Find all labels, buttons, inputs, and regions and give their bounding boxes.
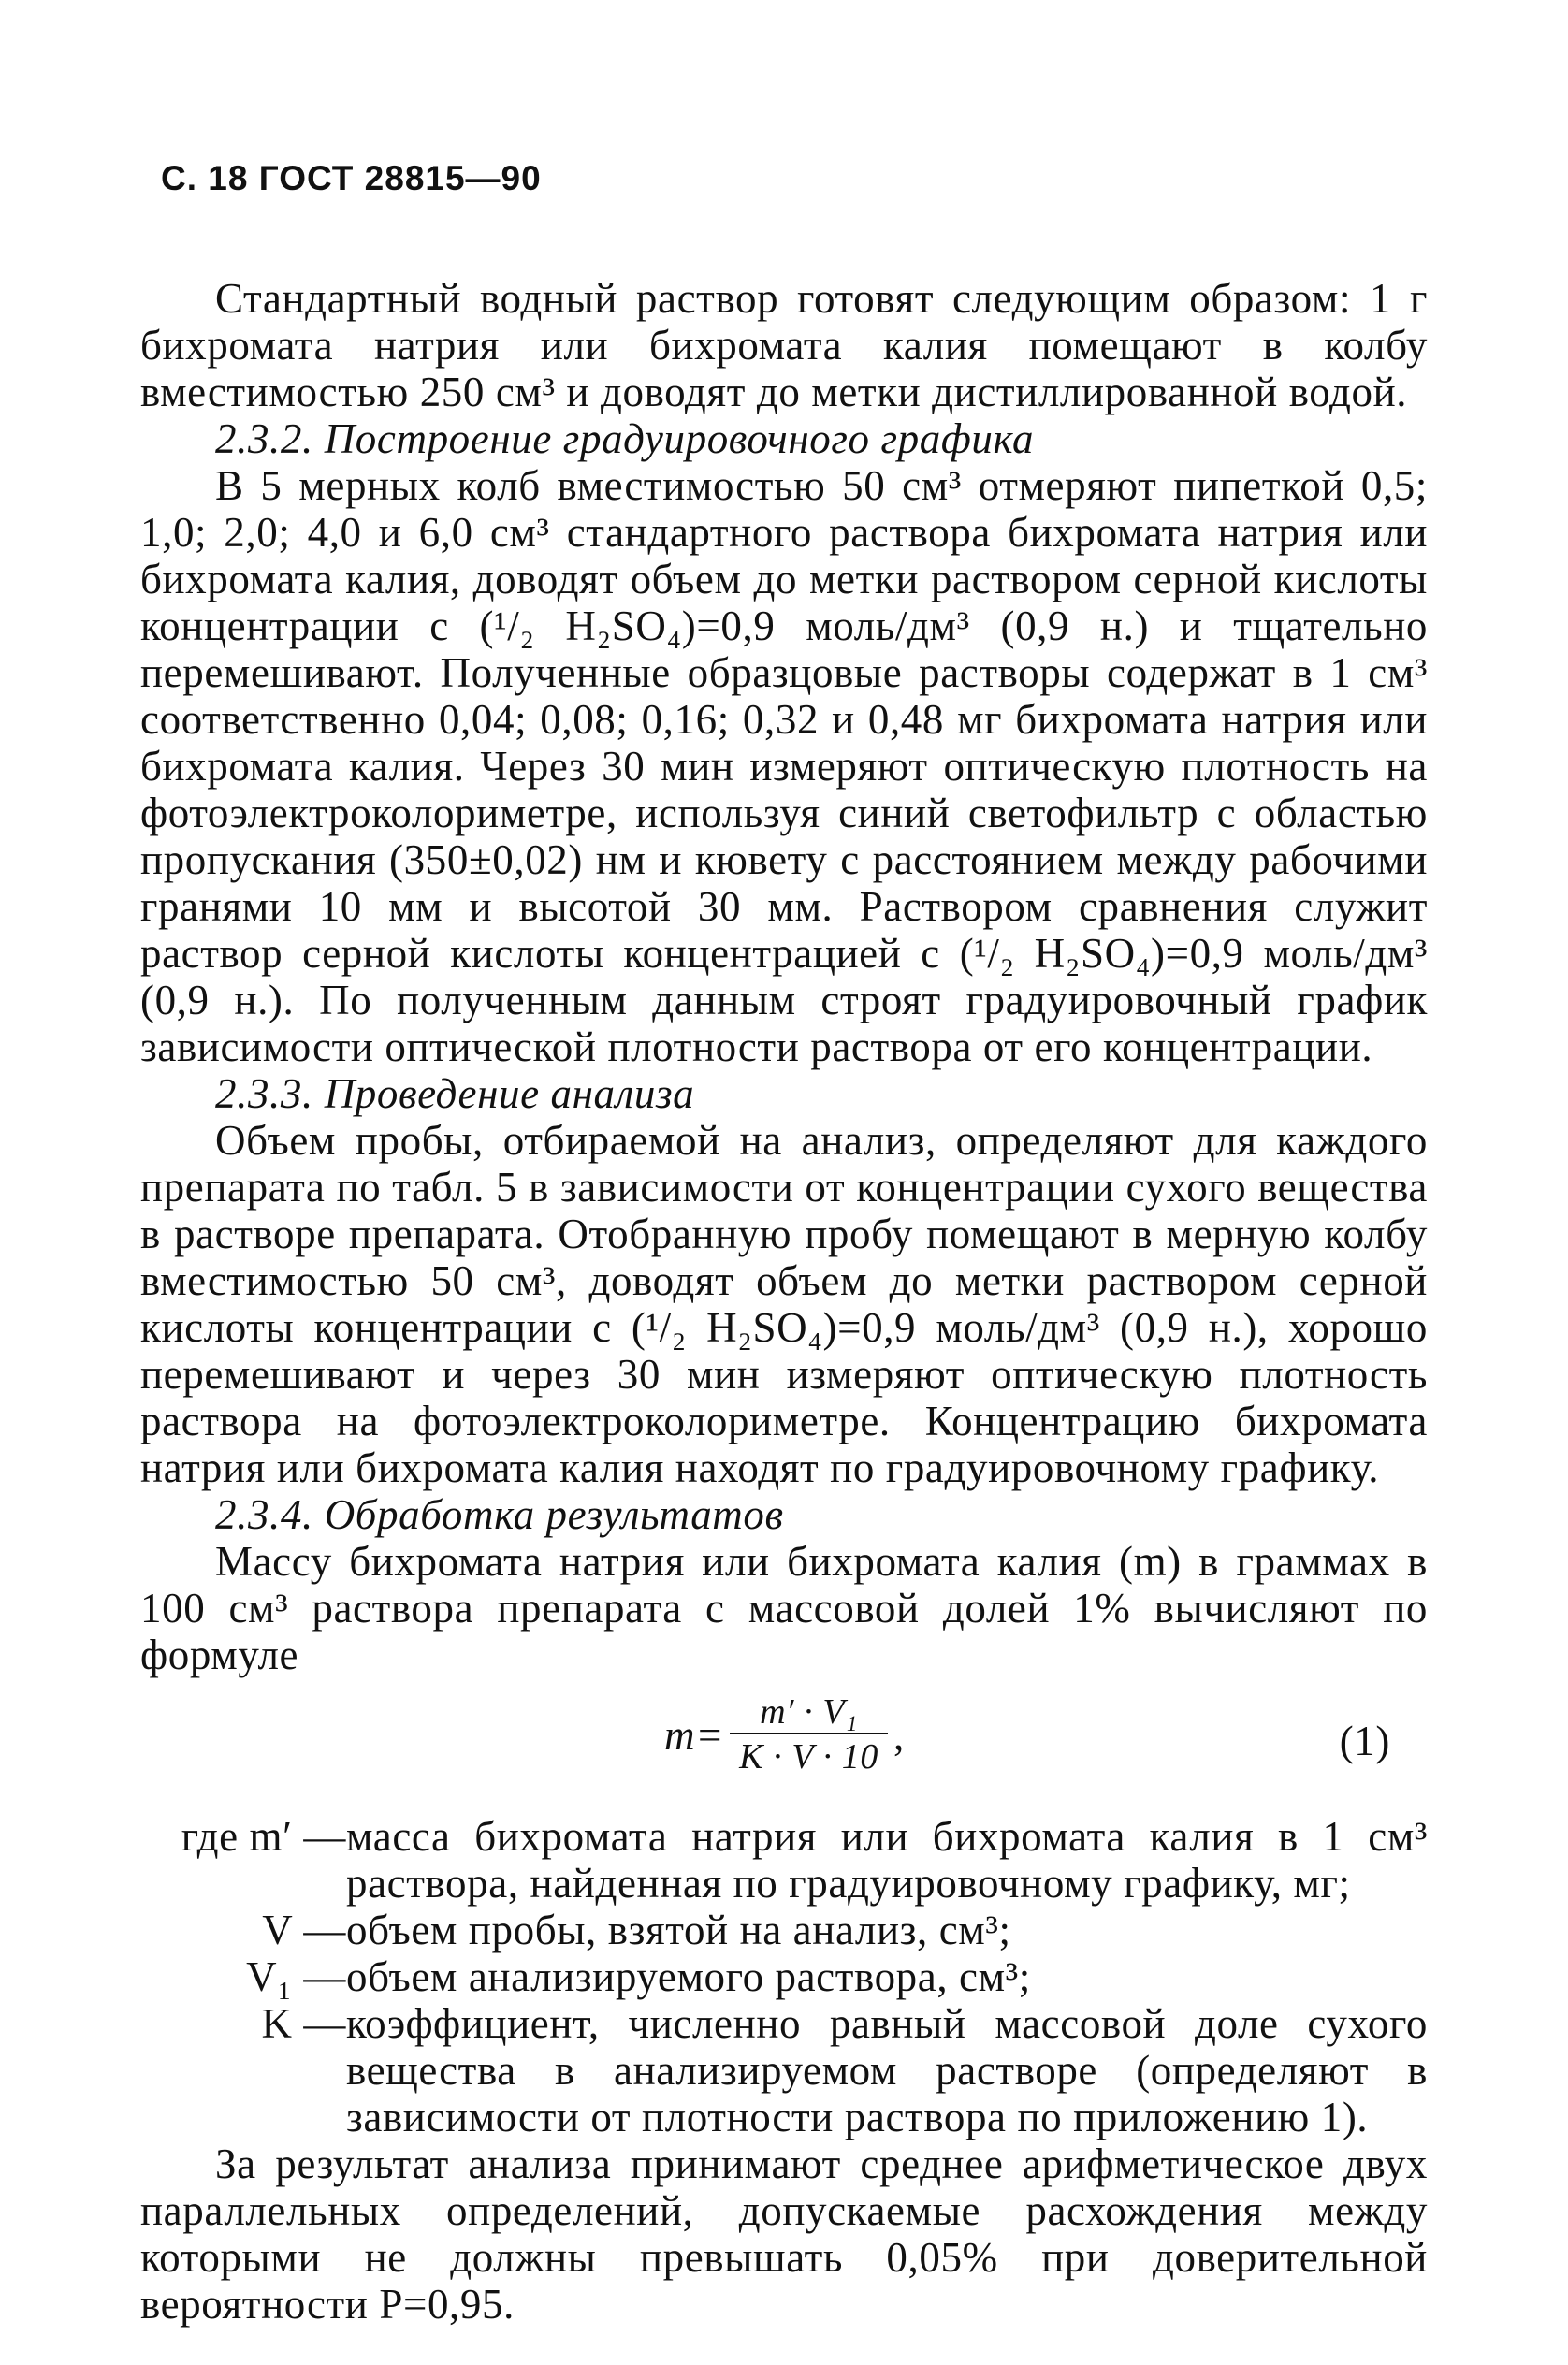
section-heading-2-3-3: 2.3.3. Проведение анализа: [215, 1070, 695, 1117]
section-heading-2-3-2: 2.3.2. Построение градуировочного графика: [215, 415, 1035, 462]
page-header: С. 18 ГОСТ 28815—90: [161, 159, 542, 197]
formula-lhs: m=: [664, 1712, 725, 1759]
document-body: [140, 275, 1428, 2328]
definition-row: [140, 1907, 1428, 1953]
section-heading-2-3-4: 2.3.4. Обработка результатов: [215, 1491, 784, 1538]
formula-fraction: [730, 1691, 888, 1779]
formula-denominator: K · V · 10: [730, 1733, 888, 1779]
paragraph-calibration: В 5 мерных колб вместимостью 50 см³ отмеряют пипеткой 0,5; 1,0; 2,0; 4,0 и 6,0 см³ стандартного раствора бихромата натрия или бихромата калия, доводят объем до метки раствором серной кислоты концентрации c (¹/₂ H₂SO₄)=0,9 моль/дм³ (0,9 н.) и тщательно перемешивают. Полученные образцовые растворы содержат в 1 см³ соответственно 0,04; 0,08; 0,16; 0,32 и 0,48 мг бихромата натрия или бихромата калия. Через 30 мин измеряют оптическую плотность на фотоэлектроколориметре, используя синий светофильтр с областью пропускания (350±0,02) нм и кювету с расстоянием между рабочими гранями 10 мм и высотой 30 мм. Раствором сравнения служит раствор серной кислоты концентрацией c (¹/₂ H₂SO₄)=0,9 моль/дм³ (0,9 н.). По полученным данным строят градуировочный график зависимости оптической плотности раствора от его концентрации.: [140, 462, 1428, 1070]
formula: [664, 1691, 905, 1779]
definition-text: коэффициент, численно равный массовой доле сухого вещества в анализируемом растворе (определяют в зависимости от плотности раствора по приложению 1).: [346, 2000, 1428, 2140]
paragraph-standard-solution: Стандартный водный раствор готовят следующим образом: 1 г бихромата натрия или бихромата калия помещают в колбу вместимостью 250 см³ и доводят до метки дистиллированной водой.: [140, 275, 1428, 415]
definition-symbol: где m′ —: [181, 1813, 346, 1860]
definition-symbol: V₁ —: [246, 1953, 346, 2000]
paragraph-final-result: За результат анализа принимают среднее арифметическое двух параллельных определений, допускаемые расхождения между которыми не должны превышать 0,05% при доверительной вероятности P=0,95.: [140, 2140, 1428, 2328]
formula-numerator: m′ · V₁: [760, 1692, 858, 1732]
paragraph-results-intro: Массу бихромата натрия или бихромата калия (m) в граммах в 100 см³ раствора препарата с массовой долей 1% вычисляют по формуле: [140, 1538, 1428, 1678]
definition-symbol: K —: [261, 2000, 346, 2047]
definition-row: [140, 1813, 1428, 1907]
paragraph-analysis: Объем пробы, отбираемой на анализ, определяют для каждого препарата по табл. 5 в зависимости от концентрации сухого вещества в растворе препарата. Отобранную пробу помещают в мерную колбу вместимостью 50 см³, доводят объем до метки раствором серной кислоты концентрации c (¹/₂ H₂SO₄)=0,9 моль/дм³ (0,9 н.), хорошо перемешивают и через 30 мин измеряют оптическую плотность раствора на фотоэлектроколориметре. Концентрацию бихромата натрия или бихромата калия находят по градуировочному графику.: [140, 1117, 1428, 1491]
formula-comma: ,: [893, 1712, 905, 1759]
equation-number: (1): [1339, 1718, 1390, 1764]
definition-row: [140, 2000, 1428, 2140]
definition-text: объем пробы, взятой на анализ, см³;: [346, 1907, 1011, 1953]
definition-symbol: V —: [262, 1907, 346, 1953]
definition-row: [140, 1953, 1428, 2000]
formula-block: [140, 1691, 1428, 1804]
definition-text: объем анализируемого раствора, см³;: [346, 1953, 1031, 2000]
definition-text: масса бихромата натрия или бихромата калия в 1 см³ раствора, найденная по градуировочному графику, мг;: [346, 1813, 1428, 1907]
variable-definitions: [140, 1813, 1428, 2140]
